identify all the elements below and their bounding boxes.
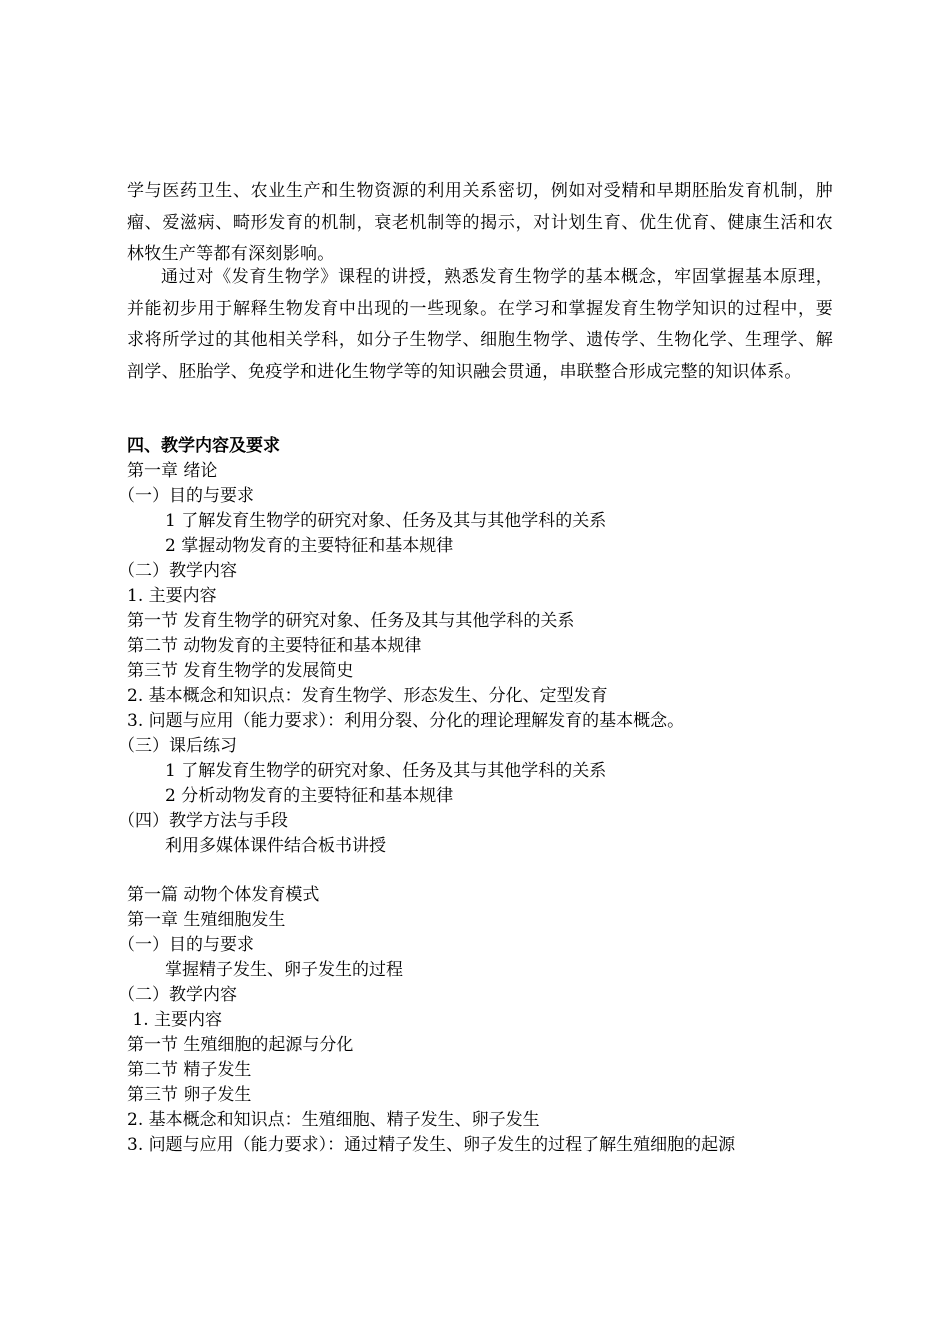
concepts-line: 2. 基本概念和知识点：生殖细胞、精子发生、卵子发生 xyxy=(127,1110,540,1130)
application-line: 3. 问题与应用（能力要求）：通过精子发生、卵子发生的过程了解生殖细胞的起源 xyxy=(127,1135,736,1155)
method-heading: （四）教学方法与手段 xyxy=(118,811,288,831)
goal-item: 2 掌握动物发育的主要特征和基本规律 xyxy=(165,536,454,556)
section-item: 第二节 精子发生 xyxy=(127,1060,252,1080)
exercise-item: 2 分析动物发育的主要特征和基本规律 xyxy=(165,786,454,806)
goal-item: 1 了解发育生物学的研究对象、任务及其与其他学科的关系 xyxy=(165,511,607,531)
exercise-item: 1 了解发育生物学的研究对象、任务及其与其他学科的关系 xyxy=(165,761,607,781)
goal-heading: （一）目的与要求 xyxy=(118,935,254,955)
exercise-heading: （三）课后练习 xyxy=(118,736,237,756)
application-line: 3. 问题与应用（能力要求）：利用分裂、分化的理论理解发育的基本概念。 xyxy=(127,711,685,731)
goal-text: 掌握精子发生、卵子发生的过程 xyxy=(165,960,403,980)
section-item: 第二节 动物发育的主要特征和基本规律 xyxy=(127,636,422,656)
section-item: 第一节 发育生物学的研究对象、任务及其与其他学科的关系 xyxy=(127,611,575,631)
goal-heading: （一）目的与要求 xyxy=(118,486,254,506)
section-item: 第三节 发育生物学的发展简史 xyxy=(127,661,354,681)
main-content-label: 1. 主要内容 xyxy=(127,586,217,606)
section-item: 第一节 生殖细胞的起源与分化 xyxy=(127,1035,354,1055)
part-title: 第一篇 动物个体发育模式 xyxy=(127,885,320,905)
main-content-label: 1. 主要内容 xyxy=(127,1010,223,1030)
chapter-title: 第一章 绪论 xyxy=(127,461,218,481)
content-heading: （二）教学内容 xyxy=(118,985,237,1005)
concepts-line: 2. 基本概念和知识点：发育生物学、形态发生、分化、定型发育 xyxy=(127,686,608,706)
section-heading: 四、教学内容及要求 xyxy=(127,436,280,456)
method-text: 利用多媒体课件结合板书讲授 xyxy=(165,836,386,856)
intro-paragraph-1: 学与医药卫生、农业生产和生物资源的利用关系密切，例如对受精和早期胚胎发育机制，肿瘤、爱滋病、畸形发育的机制，衰老机制等的揭示，对计划生育、优生优育、健康生活和农林牧生产等都有深刻影响。 xyxy=(127,181,833,264)
content-heading: （二）教学内容 xyxy=(118,561,237,581)
section-item: 第三节 卵子发生 xyxy=(127,1085,252,1105)
chapter-title: 第一章 生殖细胞发生 xyxy=(127,910,286,930)
intro-paragraph-2: 通过对《发育生物学》课程的讲授，熟悉发育生物学的基本概念，牢固掌握基本原理，并能初步用于解释生物发育中出现的一些现象。在学习和掌握发育生物学知识的过程中，要求将所学过的其他相关学科，如分子生物学、细胞生物学、遗传学、生物化学、生理学、解剖学、胚胎学、免疫学和进化生物学等的知识融会贯通，串联整合形成完整的知识体系。 xyxy=(127,267,833,382)
